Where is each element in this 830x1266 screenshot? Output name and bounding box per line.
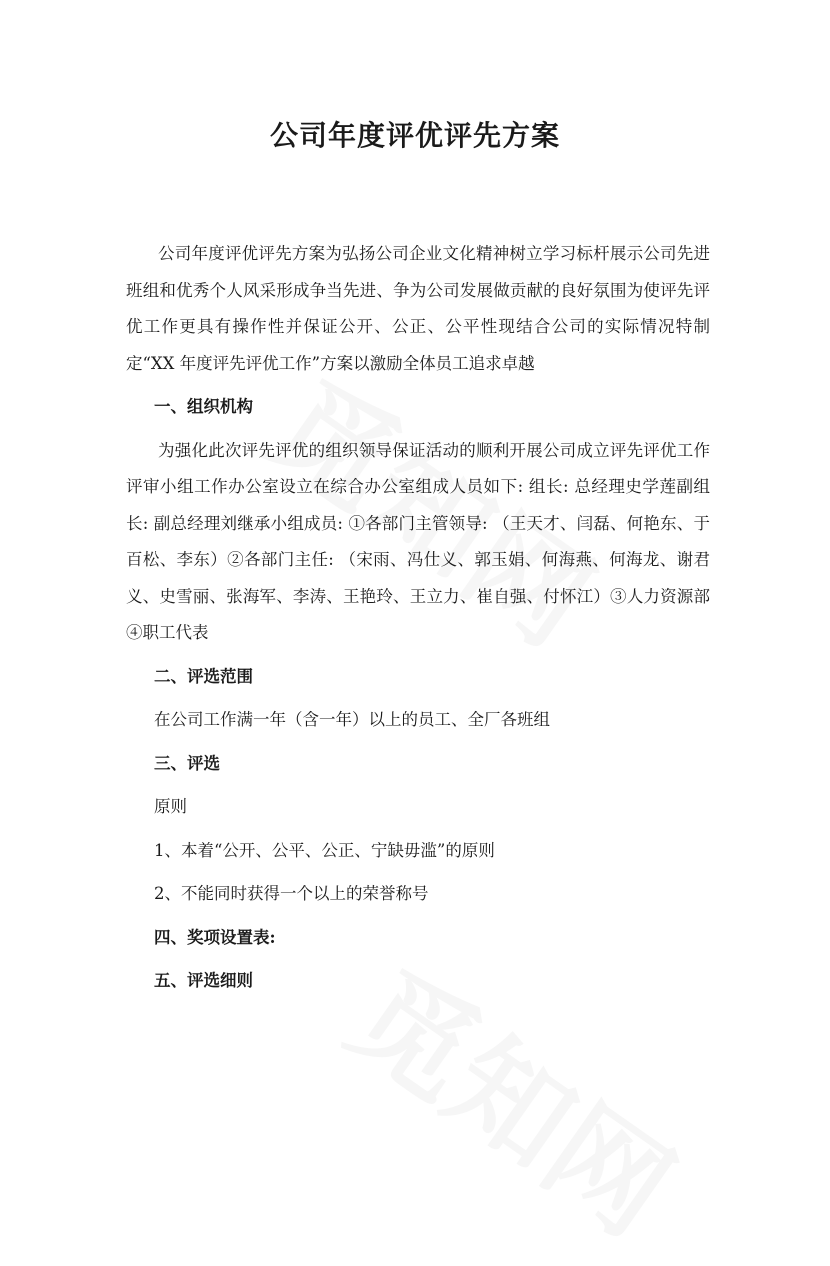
section-heading-selection: 三、评选 xyxy=(154,753,220,773)
principle-label: 原则 xyxy=(154,797,187,816)
rule-2: 2、不能同时获得一个以上的荣誉称号 xyxy=(154,884,429,903)
section-heading-awards: 四、奖项设置表: xyxy=(154,927,276,947)
document-body xyxy=(126,236,710,1000)
section-heading-org: 一、组织机构 xyxy=(154,397,253,416)
section-heading-scope: 二、评选范围 xyxy=(154,666,253,686)
document-title: 公司年度评优评先方案 xyxy=(269,119,560,152)
org-paragraph: 为强化此次评先评优的组织领导保证活动的顺利开展公司成立评先评优工作评审小组工作办公室设立在综合办公室组成人员如下: 组长: 总经理史学莲副组长: 副总经理刘继承小组成员: ①各部门主管领导: （王天才、闫磊、何艳东、于百松、李东）②各部门主任: （宋雨、冯仕义、郭玉娟、何海燕、何海龙、谢君义、史雪丽、张海军、李涛、王艳玲、王立力、崔自强、付怀江）③人力资源部④职工代表 xyxy=(126,440,710,642)
scope-paragraph: 在公司工作满一年（含一年）以上的员工、全厂各班组 xyxy=(154,710,550,729)
section-heading-details: 五、评选细则 xyxy=(154,971,253,990)
rule-1: 1、本着“公开、公平、公正、宁缺毋滥”的原则 xyxy=(154,840,495,860)
intro-paragraph: 公司年度评优评先方案为弘扬公司企业文化精神树立学习标杆展示公司先进班组和优秀个人风采形成争当先进、争为公司发展做贡献的良好氛围为使评先评优工作更具有操作性并保证公开、公正、公平性现结合公司的实际情况特制定“XX 年度评先评优工作”方案以激励全体员工追求卓越 xyxy=(126,244,710,373)
